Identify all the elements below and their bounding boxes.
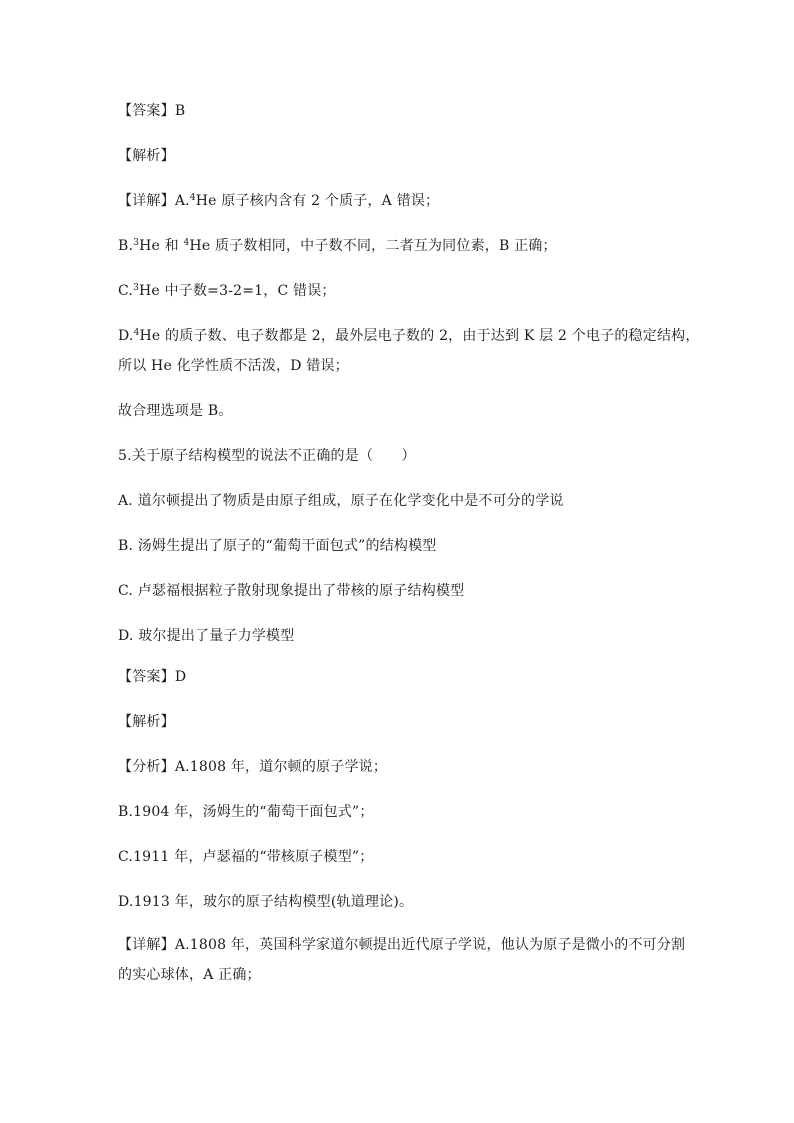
detail-line-d-cont: 所以 He 化学性质不活泼，D 错误； (118, 358, 349, 374)
fenxi-line-d: D.1913 年，玻尔的原子结构模型(轨道理论)。 (118, 894, 414, 910)
answer-label: 【答案】 (118, 103, 175, 119)
question-stem: 5.关于原子结构模型的说法不正确的是（ ） (118, 448, 416, 464)
option-a: A. 道尔顿提出了物质是由原子组成，原子在化学变化中是不可分的学说 (118, 493, 564, 509)
fenxi-line-c: C.1911 年，卢瑟福的“带核原子模型”； (118, 849, 374, 865)
detail-line-c: C.$^3$He 中子数=3-2=1，C 错误； (118, 283, 336, 299)
detail2-line-a: 【详解】A.1808 年，英国科学家道尔顿提出近代原子学说，他认为原子是微小的不可分割 (118, 937, 686, 953)
fenxi-label: 【分析】 (118, 759, 175, 775)
analysis-label-2: 【解析】 (118, 714, 175, 730)
fenxi-line-a: 【分析】A.1808 年，道尔顿的原子学说； (118, 759, 388, 775)
analysis-label-1: 【解析】 (118, 148, 175, 164)
detail2-line-a-cont: 的实心球体，A 正确； (118, 967, 261, 983)
answer-label: 【答案】 (118, 669, 175, 685)
option-c: C. 卢瑟福根据粒子散射现象提出了带核的原子结构模型 (118, 583, 465, 599)
option-b: B. 汤姆生提出了原子的“葡萄干面包式”的结构模型 (118, 538, 437, 554)
answer-line-2 (118, 667, 186, 687)
fenxi-line-b: B.1904 年，汤姆生的“葡萄干面包式”； (118, 804, 374, 820)
conclusion-line: 故合理选项是 B。 (118, 403, 233, 419)
option-d: D. 玻尔提出了量子力学模型 (118, 628, 295, 644)
answer-value: D (174, 669, 187, 685)
detail-line-a: 【详解】A.$^4$He 原子核内含有 2 个质子，A 错误； (118, 193, 440, 209)
answer-value: B (174, 103, 186, 119)
answer-line-1 (118, 101, 185, 121)
detail-label: 【详解】 (118, 937, 175, 953)
detail-line-b: B.$^3$He 和 $^4$He 质子数相同，中子数不同，二者互为同位素，B 正确； (118, 238, 557, 254)
detail-line-d: D.$^4$He 的质子数、电子数都是 2，最外层电子数的 2，由于达到 K 层 2 个电子的稳定结构， (118, 328, 700, 344)
detail-label: 【详解】 (118, 193, 175, 209)
